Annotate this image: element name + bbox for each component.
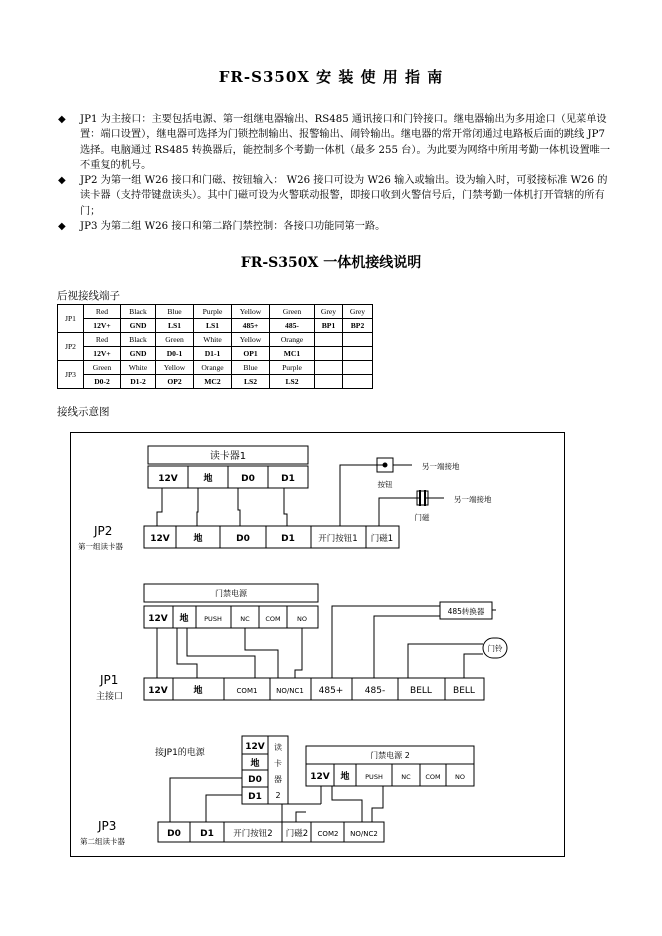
diamond-bullet-icon: ◆ [58,114,66,125]
signal-cell: D0-2 [84,375,121,389]
wire-color-cell: Red [84,333,121,347]
lock-power-pin: PUSH [204,615,222,623]
wire-color-cell: Purple [194,305,232,319]
signal-cell: 12V+ [84,347,121,361]
lock-power2-pin: 12V [310,772,330,782]
wire-color-cell: Yellow [232,305,270,319]
lock-power-pin: COM [265,615,281,623]
wire-color-cell: Green [156,333,194,347]
jp1-pin: BELL [410,686,432,696]
signal-cell: MC2 [194,375,232,389]
other-end-label: 另一端接地 [454,495,492,504]
lock-power-title: 门禁电源 [215,589,247,598]
signal-cell: MC1 [270,347,315,361]
wire-color-cell: Yellow [156,361,194,375]
signal-cell: LS1 [156,319,194,333]
reader2-pin: 地 [250,759,260,769]
signal-cell [343,347,373,361]
table-row [58,347,373,361]
jp2-pin: D1 [281,534,295,544]
jp3-label: JP3 [98,819,117,833]
reader1-title: 读卡器1 [209,451,247,462]
bullet-jp3 [58,219,610,234]
wiring-section-title: FR-S350X 一体机接线说明 [240,255,422,271]
wire-color-cell [343,333,373,347]
signal-cell: LS2 [270,375,315,389]
wire-color-cell: Orange [194,361,232,375]
reader1-pin: D0 [241,474,255,484]
jp2-pin: 地 [193,534,203,544]
jp3-caption: 第二组读卡器 [80,837,125,846]
diamond-bullet-icon: ◆ [58,221,66,233]
lock-power2-pin: NO [455,773,465,781]
signal-cell: OP1 [232,347,270,361]
button-label: 按钮 [377,480,393,489]
table-row [58,319,373,333]
reader1-pin: 12V [158,474,178,484]
table-row [58,333,373,347]
jp1-pin: 485+ [318,686,344,696]
page-title: FR-S350X 安 装 使 用 指 南 [218,68,444,86]
jp1-pin: 12V [148,686,168,696]
diamond-bullet-icon: ◆ [58,175,66,187]
jp1-power-note: 接JP1的电源 [155,748,205,758]
lock-power2-pin: PUSH [365,773,383,781]
bullet-text: JP2 为第一组 W26 接口和门磁、按钮输入： W26 接口可设为 W26 输入或输出。设为输入时，可驳接标准 W26 的读卡器（支持带键盘读头）。其中门磁可设为火警联动报警，即接口收到火警信号后，门禁考勤一体机打开管辖的所有门； [80,175,608,217]
other-end-label: 另一端接地 [422,462,460,471]
jp3-pin: 门磁2 [285,829,309,839]
table-row [58,361,373,375]
signal-cell: OP2 [156,375,194,389]
signal-cell [343,375,373,389]
jp2-pin: 门磁1 [370,534,394,544]
wire-color-cell: White [121,361,156,375]
reader2-pin: 12V [245,742,265,752]
signal-cell: D1-2 [121,375,156,389]
wire-color-cell: Red [84,305,121,319]
group-cell: JP1 [58,305,84,333]
jp2-pin: 12V [150,534,170,544]
wire-color-cell: Purple [270,361,315,375]
wiring-diagram-heading: 接线示意图 [57,406,110,418]
jp1-pin: 地 [193,686,203,696]
signal-cell: 485+ [232,319,270,333]
reader2-pin: D1 [248,792,262,802]
lock-power2-title: 门禁电源 2 [370,751,410,760]
reader1-pin: D1 [281,474,295,484]
wire-color-cell: Orange [270,333,315,347]
bell-label: 门铃 [487,644,503,653]
wire-color-cell: Grey [315,305,343,319]
signal-cell: 12V+ [84,319,121,333]
lock-power-pin: NO [297,615,307,623]
lock-power-pin: NC [240,615,250,623]
jp3-pin: 开门按钮2 [233,829,273,839]
wire-color-cell: Blue [232,361,270,375]
jp1-pin: 485- [364,686,386,696]
signal-cell: 485- [270,319,315,333]
reader2-side-char: 卡 [274,759,282,768]
signal-cell: LS1 [194,319,232,333]
signal-cell [315,375,343,389]
jp2-caption: 第一组读卡器 [78,542,123,551]
rear-terminals-heading: 后视接线端子 [57,290,120,302]
jp2-label: JP2 [94,524,113,538]
wire-color-cell: Green [84,361,121,375]
signal-cell: GND [121,319,156,333]
lock-power2-pin: 地 [340,772,350,782]
wire-color-cell [315,361,343,375]
reader2-side-char: 读 [274,743,282,752]
signal-cell: GND [121,347,156,361]
signal-cell: BP1 [315,319,343,333]
wire-color-cell: Yellow [232,333,270,347]
table-row [58,305,373,319]
wire-color-cell: Grey [343,305,373,319]
wire-color-cell [343,361,373,375]
jp2-pins-box [144,526,399,548]
jp1-caption: 主接口 [96,692,124,702]
jp3-pin: NO/NC2 [350,830,378,838]
bullet-jp2 [58,173,610,219]
reader2-side-char: 2 [275,791,281,800]
wire-color-cell [315,333,343,347]
wire-color-cell: Black [121,333,156,347]
lock-power2-pin: COM [425,773,441,781]
jp3-pin: COM2 [317,830,339,838]
pin-table [57,304,373,389]
lock-power2-pins-box [306,764,474,786]
reader2-pin: D0 [248,775,262,785]
wiring-diagram [70,432,565,857]
jp1-label: JP1 [100,673,119,687]
wire-color-cell: Black [121,305,156,319]
signal-cell [315,347,343,361]
jp1-pin: NO/NC1 [276,687,304,695]
jp3-pin: D0 [167,829,181,839]
signal-cell: D0-1 [156,347,194,361]
jp1-pin: COM1 [236,687,258,695]
reader2-side-char: 器 [274,775,282,784]
door-sensor-label: 门磁 [414,513,430,522]
bullet-jp1 [58,112,610,173]
wire-color-cell: Blue [156,305,194,319]
signal-cell: D1-1 [194,347,232,361]
jp2-pin: 开门按钮1 [318,534,358,544]
jp1-pin: BELL [453,686,475,696]
table-row [58,375,373,389]
converter-label: 485转换器 [447,607,485,616]
group-cell: JP3 [58,361,84,389]
jp3-pin: D1 [200,829,214,839]
bullet-text: JP3 为第二组 W26 接口和第二路门禁控制：各接口功能同第一路。 [80,221,386,233]
lock-power2-pin: NC [401,773,411,781]
signal-cell: BP2 [343,319,373,333]
lock-power-pin: 地 [179,614,189,624]
signal-cell: LS2 [232,375,270,389]
group-cell: JP2 [58,333,84,361]
bullet-text: JP1 为主接口：主要包括电源、第一组继电器输出、RS485 通讯接口和门铃接口。继电器输出为多用途口（见菜单设置：端口设置），继电器可选择为门锁控制输出、报警输出、闹铃输出。继电器的常开常闭通过电路板后面的跳线 JP7 选择。电脑通过 RS485 转换器后，能控制多个考勤一体机（最多 255 台）。为此要为网络中所用考勤一体机设置唯一不重复的机号。 [80,114,611,171]
intro-bullets [58,112,610,234]
wire-color-cell: White [194,333,232,347]
lock-power-pin: 12V [148,614,168,624]
wire-color-cell: Green [270,305,315,319]
reader1-pin: 地 [203,474,213,484]
jp2-pin: D0 [236,534,250,544]
